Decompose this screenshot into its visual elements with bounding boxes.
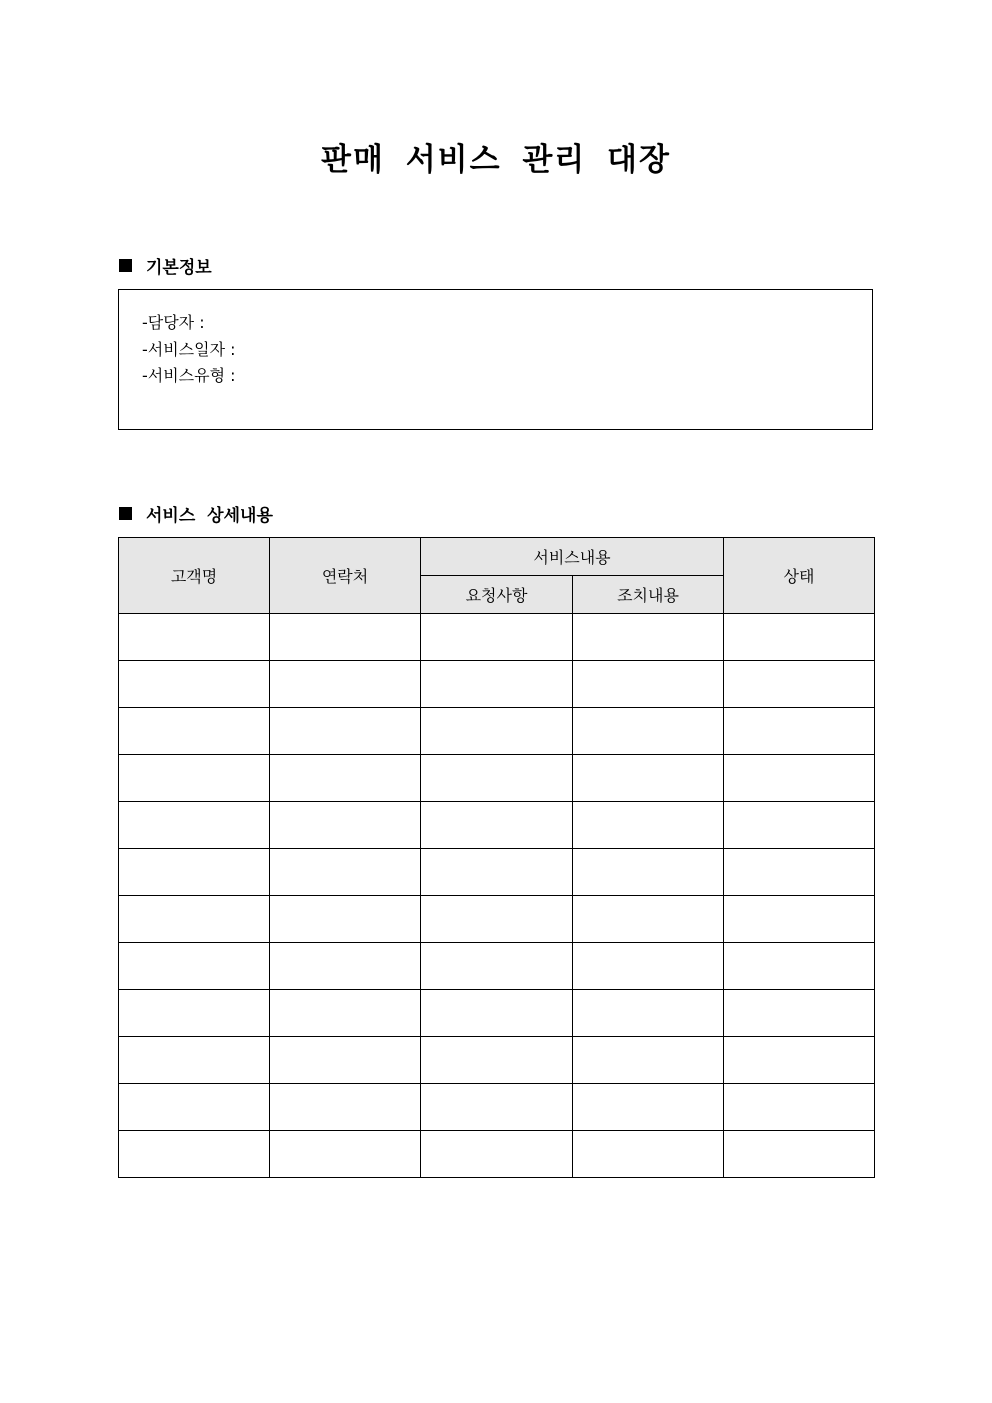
status-cell[interactable]: [724, 943, 875, 990]
request-cell[interactable]: [421, 990, 573, 1037]
col-header-customer: 고객명: [119, 538, 270, 614]
contact-cell[interactable]: [270, 1131, 421, 1178]
status-cell[interactable]: [724, 990, 875, 1037]
table-row: [119, 802, 875, 849]
action-cell[interactable]: [573, 943, 724, 990]
customer-cell[interactable]: [119, 661, 270, 708]
customer-cell[interactable]: [119, 614, 270, 661]
status-cell[interactable]: [724, 1084, 875, 1131]
basic-info-heading-label: 기본정보: [146, 258, 212, 278]
customer-cell[interactable]: [119, 1084, 270, 1131]
request-cell[interactable]: [421, 896, 573, 943]
action-cell[interactable]: [573, 755, 724, 802]
col-header-action: 조치내용: [573, 576, 724, 614]
table-row: [119, 1037, 875, 1084]
table-row: [119, 990, 875, 1037]
status-cell[interactable]: [724, 614, 875, 661]
square-bullet-icon: [119, 507, 132, 520]
contact-cell[interactable]: [270, 849, 421, 896]
table-row: [119, 614, 875, 661]
service-type-field[interactable]: -서비스유형 :: [142, 366, 236, 385]
request-cell[interactable]: [421, 1131, 573, 1178]
basic-info-heading: [119, 253, 212, 278]
request-cell[interactable]: [421, 802, 573, 849]
status-cell[interactable]: [724, 1037, 875, 1084]
status-cell[interactable]: [724, 849, 875, 896]
action-cell[interactable]: [573, 990, 724, 1037]
customer-cell[interactable]: [119, 708, 270, 755]
table-row: [119, 849, 875, 896]
contact-cell[interactable]: [270, 802, 421, 849]
customer-cell[interactable]: [119, 1037, 270, 1084]
table-row: [119, 708, 875, 755]
request-cell[interactable]: [421, 849, 573, 896]
action-cell[interactable]: [573, 661, 724, 708]
request-cell[interactable]: [421, 708, 573, 755]
customer-cell[interactable]: [119, 755, 270, 802]
contact-cell[interactable]: [270, 943, 421, 990]
customer-cell[interactable]: [119, 943, 270, 990]
request-cell[interactable]: [421, 1084, 573, 1131]
table-row: [119, 943, 875, 990]
status-cell[interactable]: [724, 755, 875, 802]
basic-info-box: [118, 289, 873, 430]
customer-cell[interactable]: [119, 802, 270, 849]
action-cell[interactable]: [573, 1131, 724, 1178]
service-detail-heading-label: 서비스 상세내용: [146, 506, 273, 526]
customer-cell[interactable]: [119, 1131, 270, 1178]
status-cell[interactable]: [724, 802, 875, 849]
contact-cell[interactable]: [270, 614, 421, 661]
square-bullet-icon: [119, 259, 132, 272]
status-cell[interactable]: [724, 661, 875, 708]
action-cell[interactable]: [573, 896, 724, 943]
table-row: [119, 755, 875, 802]
customer-cell[interactable]: [119, 896, 270, 943]
service-detail-table: [118, 537, 875, 1178]
action-cell[interactable]: [573, 1084, 724, 1131]
contact-cell[interactable]: [270, 1037, 421, 1084]
table-row: [119, 1084, 875, 1131]
contact-cell[interactable]: [270, 661, 421, 708]
col-header-service-content: 서비스내용: [421, 538, 724, 576]
service-date-field[interactable]: -서비스일자 :: [142, 339, 236, 359]
request-cell[interactable]: [421, 661, 573, 708]
action-cell[interactable]: [573, 849, 724, 896]
col-header-contact: 연락처: [270, 538, 421, 614]
customer-cell[interactable]: [119, 990, 270, 1037]
action-cell[interactable]: [573, 708, 724, 755]
status-cell[interactable]: [724, 708, 875, 755]
request-cell[interactable]: [421, 1037, 573, 1084]
service-detail-heading: [119, 501, 273, 526]
manager-field[interactable]: -담당자 :: [142, 313, 205, 332]
action-cell[interactable]: [573, 1037, 724, 1084]
contact-cell[interactable]: [270, 755, 421, 802]
table-row: [119, 896, 875, 943]
table-row: [119, 661, 875, 708]
table-row: [119, 1131, 875, 1178]
contact-cell[interactable]: [270, 990, 421, 1037]
request-cell[interactable]: [421, 614, 573, 661]
action-cell[interactable]: [573, 614, 724, 661]
request-cell[interactable]: [421, 755, 573, 802]
col-header-request: 요청사항: [421, 576, 573, 614]
contact-cell[interactable]: [270, 896, 421, 943]
status-cell[interactable]: [724, 1131, 875, 1178]
action-cell[interactable]: [573, 802, 724, 849]
request-cell[interactable]: [421, 943, 573, 990]
contact-cell[interactable]: [270, 708, 421, 755]
customer-cell[interactable]: [119, 849, 270, 896]
col-header-status: 상태: [724, 538, 875, 614]
status-cell[interactable]: [724, 896, 875, 943]
contact-cell[interactable]: [270, 1084, 421, 1131]
document-title: 판매 서비스 관리 대장: [321, 142, 671, 178]
